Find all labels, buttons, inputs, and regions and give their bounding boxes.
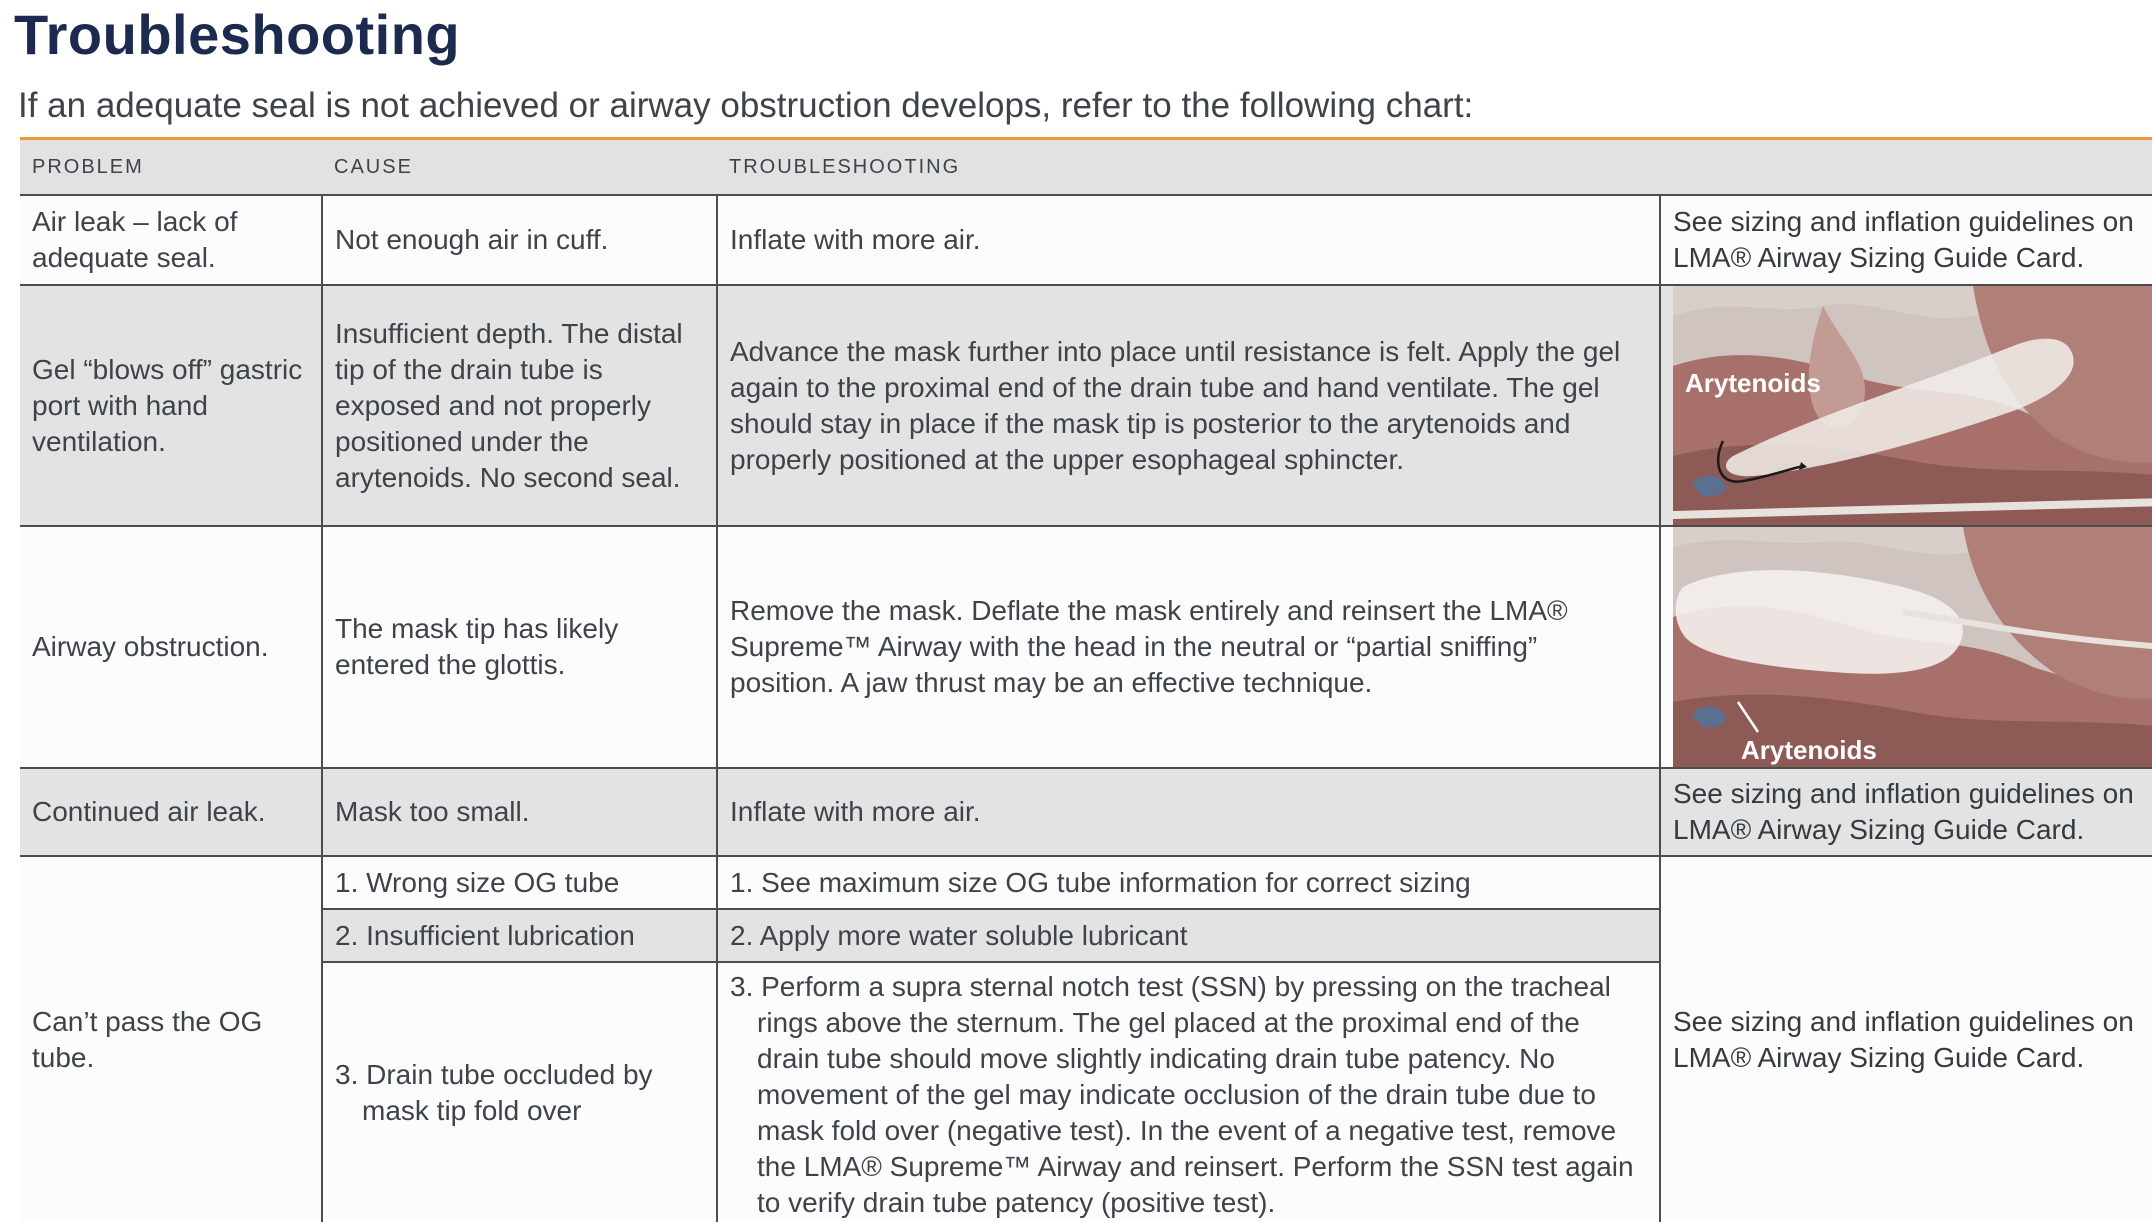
header-cause: CAUSE <box>322 139 717 196</box>
anatomy-illustration-1 <box>1660 285 2152 526</box>
cause-cell: Insufficient depth. The distal tip of the drain tube is exposed and not properly positioned under the arytenoids. No second seal. <box>322 285 717 526</box>
solution-cell: 2. Apply more water soluble lubricant <box>717 909 1660 962</box>
anatomy-illustration-2 <box>1660 526 2152 768</box>
cause-cell: Not enough air in cuff. <box>322 195 717 285</box>
page-title: Troubleshooting <box>14 3 461 66</box>
solution-cell: Remove the mask. Deflate the mask entirely and reinsert the LMA® Supreme™ Airway with the head in the neutral or “partial sniffing” position. A jaw thrust may be an effective technique. <box>717 526 1660 768</box>
table-header-row <box>20 139 2152 196</box>
solution-cell <box>717 962 1660 1222</box>
cause-cell: The mask tip has likely entered the glottis. <box>322 526 717 768</box>
problem-cell: Can’t pass the OG tube. <box>20 856 322 1222</box>
anatomy-image <box>1673 527 2152 767</box>
table-row <box>20 856 2152 909</box>
solution-cell: Inflate with more air. <box>717 768 1660 856</box>
problem-cell: Gel “blows off” gastric port with hand ventilation. <box>20 285 322 526</box>
intro-text: If an adequate seal is not achieved or airway obstruction develops, refer to the following chart: <box>18 86 1474 125</box>
troubleshooting-table <box>20 137 2152 1222</box>
solution-text: 3. Perform a supra sternal notch test (SSN) by pressing on the tracheal rings above the sternum. The gel placed at the proximal end of the drain tube should move slightly indicating drain tube patency. No movement of the gel may indicate occlusion of the drain tube due to mask fold over (negative test). In the event of a negative test, remove the LMA® Supreme™ Airway and reinsert. Perform the SSN test again to verify drain tube patency (positive test). <box>730 971 1634 1218</box>
problem-cell: Continued air leak. <box>20 768 322 856</box>
solution-cell: Advance the mask further into place until resistance is felt. Apply the gel again to the proximal end of the drain tube and hand ventilate. The gel should stay in place if the mask tip is posterior to the arytenoids and properly positioned at the upper esophageal sphincter. <box>717 285 1660 526</box>
solution-cell: 1. See maximum size OG tube information for correct sizing <box>717 856 1660 909</box>
cause-cell: 1. Wrong size OG tube <box>322 856 717 909</box>
note-cell: See sizing and inflation guidelines on LMA® Airway Sizing Guide Card. <box>1660 856 2152 1222</box>
arytenoids-label: Arytenoids <box>1741 735 1877 765</box>
cause-cell <box>322 962 717 1222</box>
solution-cell: Inflate with more air. <box>717 195 1660 285</box>
header-problem: PROBLEM <box>20 139 322 196</box>
cause-cell: Mask too small. <box>322 768 717 856</box>
problem-cell: Air leak – lack of adequate seal. <box>20 195 322 285</box>
arytenoids-label: Arytenoids <box>1685 368 1821 398</box>
cause-cell: 2. Insufficient lubrication <box>322 909 717 962</box>
table-row <box>20 526 2152 768</box>
note-cell: See sizing and inflation guidelines on LMA® Airway Sizing Guide Card. <box>1660 768 2152 856</box>
table-row <box>20 285 2152 526</box>
anatomy-image <box>1673 286 2152 525</box>
cause-text: 3. Drain tube occluded by mask tip fold over <box>335 1058 653 1126</box>
table-row <box>20 195 2152 285</box>
problem-cell: Airway obstruction. <box>20 526 322 768</box>
header-troubleshooting: TROUBLESHOOTING <box>717 139 2152 196</box>
table-row <box>20 768 2152 856</box>
note-cell: See sizing and inflation guidelines on LMA® Airway Sizing Guide Card. <box>1660 195 2152 285</box>
